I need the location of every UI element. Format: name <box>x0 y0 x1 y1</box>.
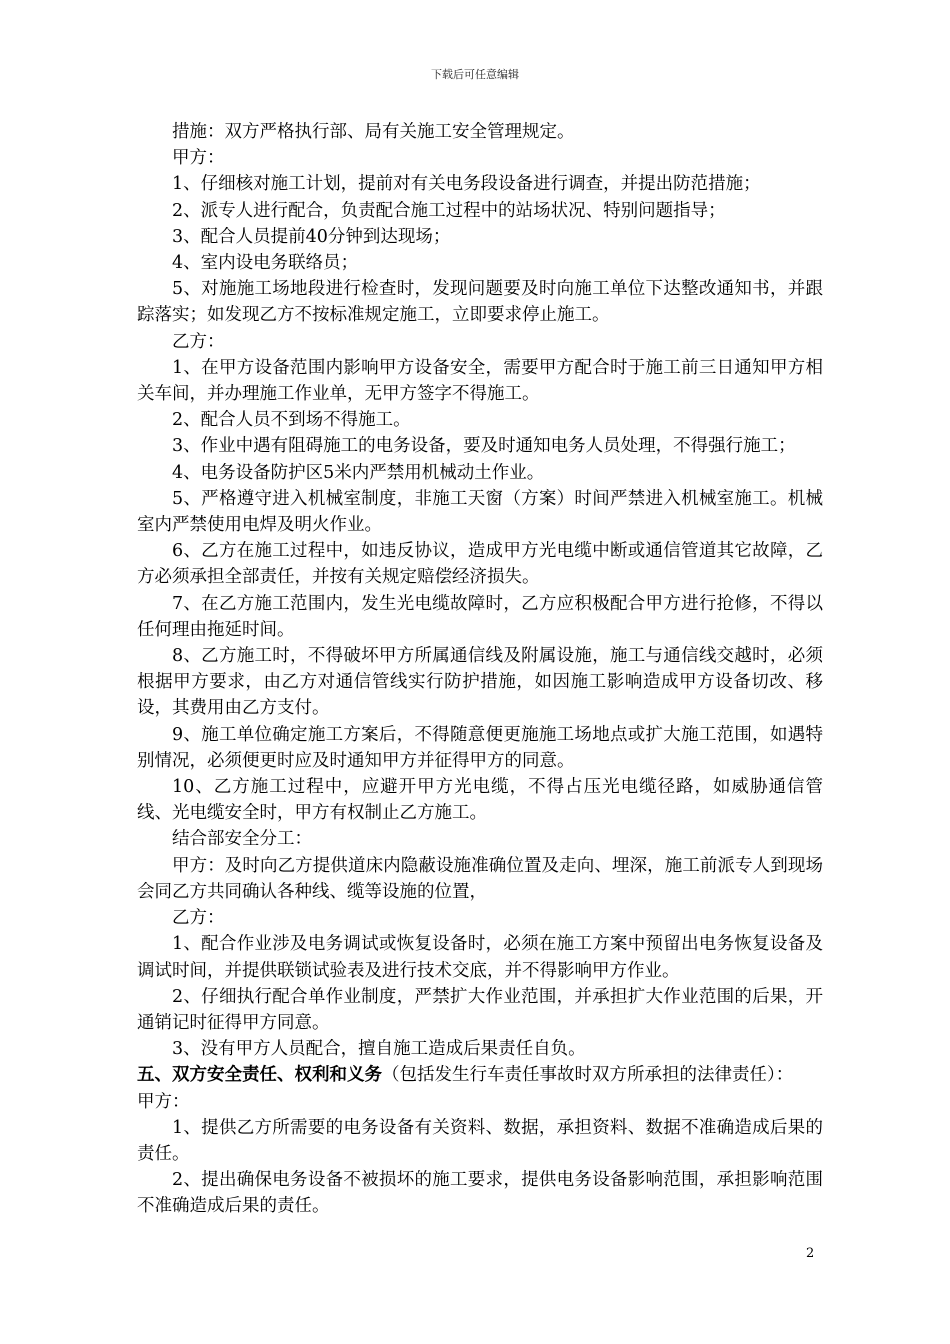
paragraph: 2、配合人员不到场不得施工。 <box>172 410 411 431</box>
paragraph: 1、仔细核对施工计划，提前对有关电务段设备进行调查，并提出防范措施； <box>172 174 761 195</box>
section-title: 五、双方安全责任、权利和义务 <box>137 1065 382 1086</box>
paragraph: 1、提供乙方所需要的电务设备有关资料、数据，承担资料、数据不准确造成后果的责任。 <box>137 1117 823 1164</box>
paragraph: 2、派专人进行配合，负责配合施工过程中的站场状况、特别问题指导； <box>172 200 726 221</box>
paragraph: 8、乙方施工时，不得破坏甲方所属通信线及附属设施，施工与通信线交越时，必须根据甲方要求，由乙方对通信管线实行防护措施，如因施工影响造成甲方设备切改、移设，其费用由乙方支付。 <box>137 646 823 719</box>
page-header: 下载后可任意编辑 <box>431 68 519 81</box>
paragraph: 10、乙方施工过程中，应避开甲方光电缆，不得占压光电缆径路，如威胁通信管线、光电缆安全时，甲方有权制止乙方施工。 <box>137 777 823 824</box>
paragraph: 1、在甲方设备范围内影响甲方设备安全，需要甲方配合时于施工前三日通知甲方相关车间，并办理施工作业单，无甲方签字不得施工。 <box>137 357 823 405</box>
paragraph: 6、乙方在施工过程中，如违反协议，造成甲方光电缆中断或通信管道其它故障，乙方必须承担全部责任，并按有关规定赔偿经济损失。 <box>137 541 823 588</box>
paragraph: 3、配合人员提前40分钟到达现场； <box>172 226 451 247</box>
section-note: （包括发生行车责任事故时双方所承担的法律责任）： <box>382 1065 794 1086</box>
paragraph: 7、在乙方施工范围内，发生光电缆故障时，乙方应积极配合甲方进行抢修，不得以任何理由拖延时间。 <box>137 593 823 640</box>
paragraph: 措施：双方严格执行部、局有关施工安全管理规定。 <box>172 122 575 142</box>
paragraph: 乙方： <box>172 331 225 352</box>
paragraph: 4、室内设电务联络员； <box>172 253 359 274</box>
paragraph: 甲方：及时向乙方提供道床内隐蔽设施准确位置及走向、埋深，施工前派专人到现场会同乙方共同确认各种线、缆等设施的位置， <box>137 855 823 902</box>
paragraph: 5、严格遵守进入机械室制度，非施工天窗（方案）时间严禁进入机械室施工。机械室内严禁使用电焊及明火作业。 <box>137 488 823 536</box>
paragraph: 甲方： <box>137 1091 190 1112</box>
paragraph: 3、作业中遇有阻碍施工的电务设备，要及时通知电务人员处理，不得强行施工； <box>172 436 796 457</box>
paragraph: 乙方： <box>172 908 225 929</box>
section-heading <box>137 1062 823 1088</box>
paragraph: 3、没有甲方人员配合，擅自施工造成后果责任自负。 <box>172 1039 586 1060</box>
paragraph: 5、对施施工场地段进行检查时，发现问题要及时向施工单位下达整改通知书，并跟踪落实；如发现乙方不按标准规定施工，立即要求停止施工。 <box>137 279 823 326</box>
paragraph: 4、电务设备防护区5米内严禁用机械动土作业。 <box>172 462 545 483</box>
page-number: 2 <box>806 1246 815 1261</box>
paragraph: 1、配合作业涉及电务调试或恢复设备时，必须在施工方案中预留出电务恢复设备及调试时间，并提供联锁试验表及进行技术交底，并不得影响甲方作业。 <box>137 934 823 981</box>
paragraph: 2、仔细执行配合单作业制度，严禁扩大作业范围，并承担扩大作业范围的后果，开通销记时征得甲方同意。 <box>137 986 823 1033</box>
paragraph: 甲方： <box>172 148 225 169</box>
document-body <box>137 119 823 1220</box>
paragraph: 2、提出确保电务设备不被损坏的施工要求，提供电务设备影响范围，承担影响范围不准确造成后果的责任。 <box>137 1170 823 1217</box>
paragraph: 结合部安全分工： <box>172 829 312 850</box>
paragraph: 9、施工单位确定施工方案后，不得随意便更施施工场地点或扩大施工范围，如遇特别情况，必须便更时应及时通知甲方并征得甲方的同意。 <box>137 724 823 771</box>
